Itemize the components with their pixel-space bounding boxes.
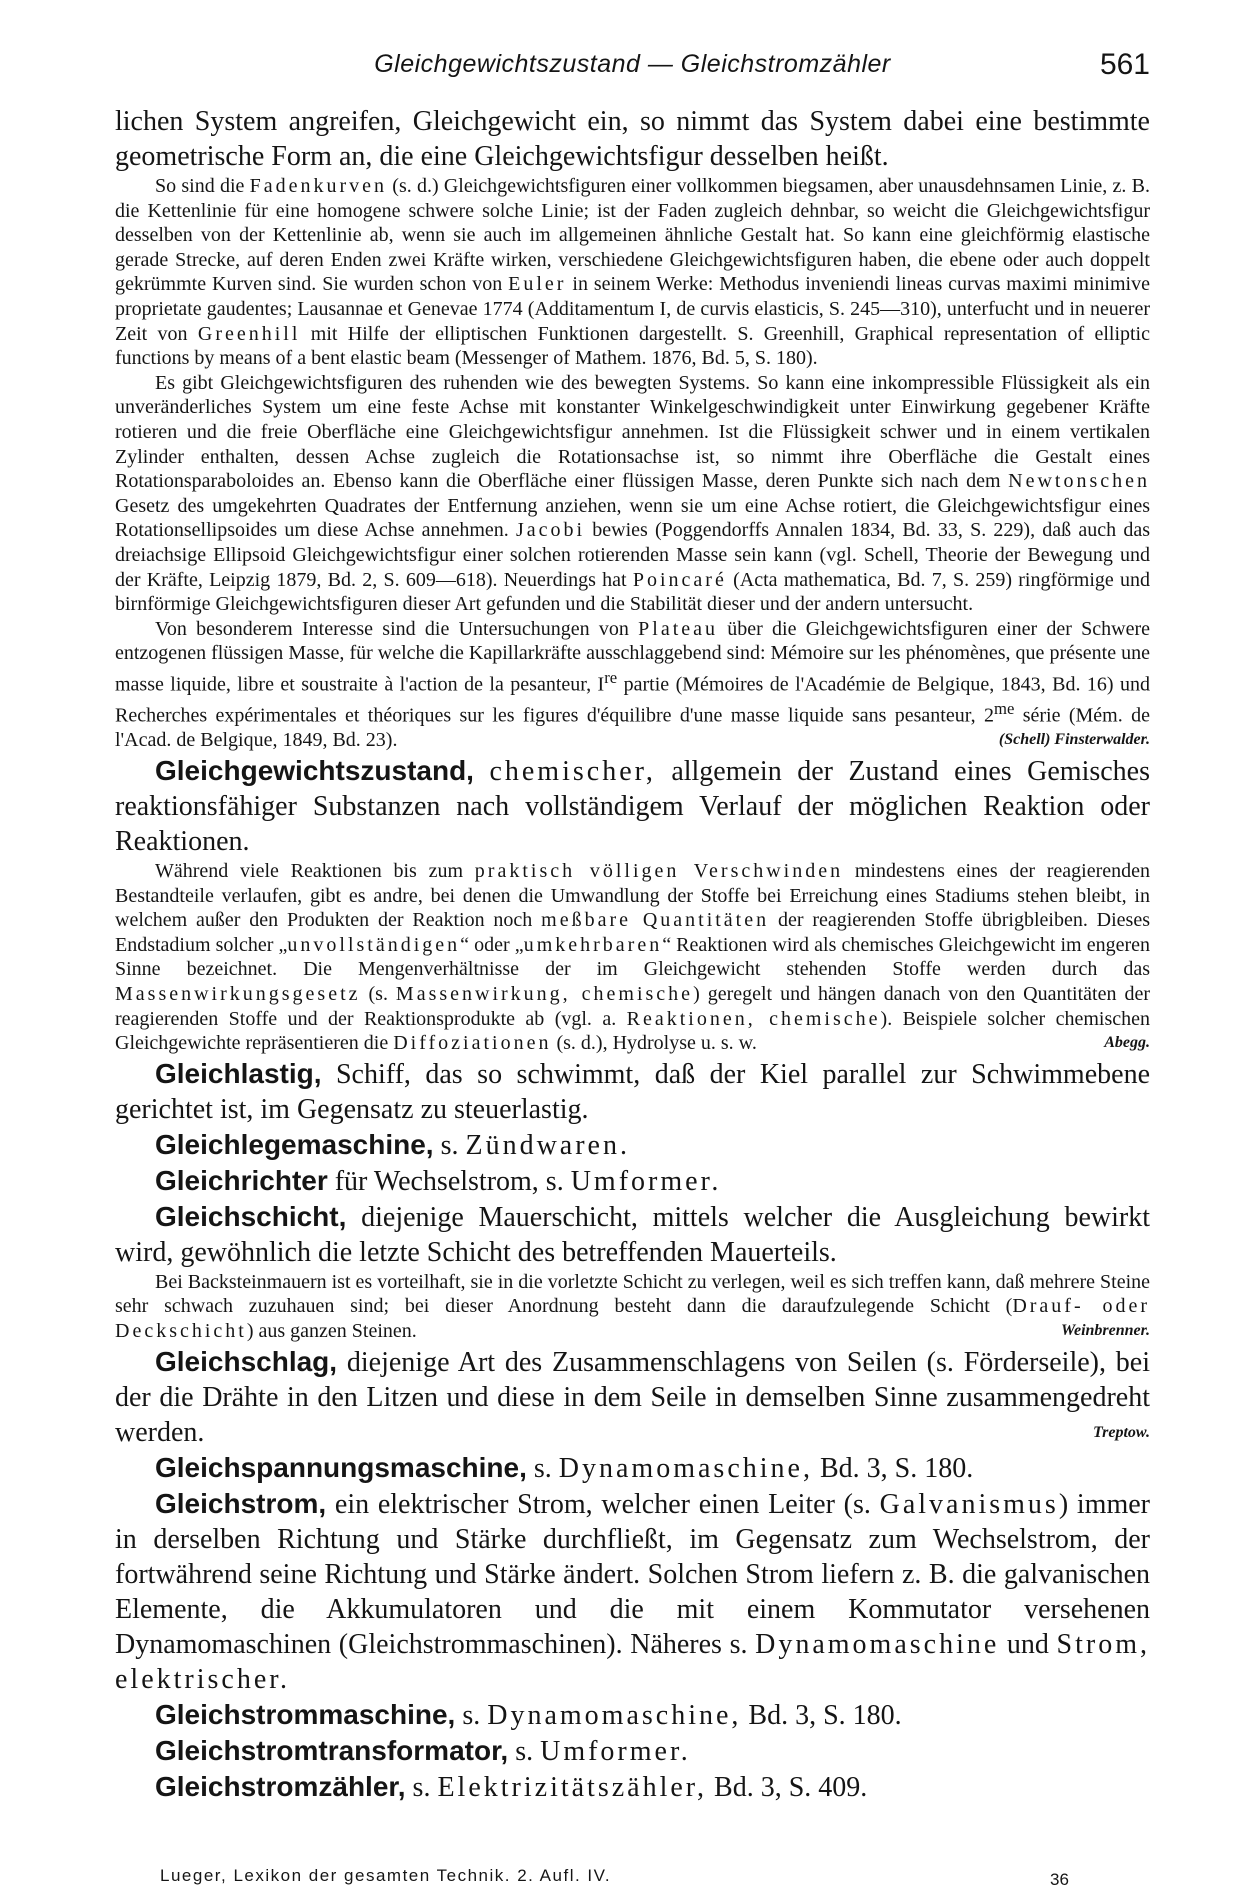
paragraph-plateau: Von besonderem Interesse sind die Untersuchungen von Plateau über die Gleichgewichtsfiguren einer der Schwere entzogenen flüssigen Masse, für welche die Kapillarkräfte ausschlaggebend sind: Mémoire sur les phénomènes, que présente une masse liquide, libre et soustraite à l'action de la pesanteur, Ire partie (Mémoires de l'Académie de Belgique, 1843, Bd. 16) und Recherches expérimentales et théoriques sur les figures d'équilibre d'une masse liquide sans pesanteur, $2^{me}$ série (Mém. de l'Acad. de Belgique, 1849, Bd. 23). (Schell) Finsterwalder.: [115, 617, 1151, 752]
entry-gleichgewichtszustand: Gleichgewichtszustand, chemischer, allgemein der Zustand eines Gemisches reaktionsfähiger Substanzen nach vollständigem Verlauf der möglichen Reaktion oder Reaktionen.: [115, 754, 1151, 857]
entry-headword: Gleichschicht,: [155, 1200, 347, 1232]
entry-headword: Gleichrichter: [155, 1164, 328, 1196]
sheet-number: 36: [1050, 1870, 1069, 1889]
entry-gleichstromzaehler: Gleichstromzähler, s. Elektrizitätszähler, Bd. 3, S. 409.: [155, 1770, 868, 1803]
entry-gleichstrommaschine: Gleichstrommaschine, s. Dynamomaschine, Bd. 3, S. 180.: [155, 1698, 902, 1731]
page-number: 561: [1099, 48, 1150, 81]
entry-headword: Gleichstrommaschine,: [155, 1698, 456, 1730]
imprint-footer: Lueger, Lexikon der gesamten Technik. 2. Aufl. IV.: [160, 1866, 612, 1885]
entry-gleichrichter: Gleichrichter für Wechselstrom, s. Umformer.: [155, 1164, 722, 1197]
paragraph-ruhende-bewegte-systeme: Es gibt Gleichgewichtsfiguren des ruhenden wie des bewegten Systems. So kann eine inkompressible Flüssigkeit als ein unveränderliches System um eine feste Achse mit konstanter Winkelgeschwindigkeit unter Einwirkung gegebener Kräfte rotieren und die freie Oberfläche eine Gleichgewichtsfigur annehmen. Ist die Flüssigkeit schwer und in einem vertikalen Zylinder enthalten, dessen Achse zugleich die Rotationsachse ist, so nimmt ihre Oberfläche die Gestalt eines Rotationsparaboloides an. Ebenso kann die Oberfläche einer flüssigen Masse, deren Punkte sich nach dem Newtonschen Gesetz des umgekehrten Quadrates der Entfernung anziehen, wenn sie um eine Achse rotiert, die Gleichgewichtsfigur eines Rotationsellipsoides um diese Achse annehmen. Jacobi bewies (Poggendorffs Annalen 1834, Bd. 33, S. 229), daß auch das dreiachsige Ellipsoid Gleichgewichtsfigur einer solchen rotierenden Masse sein kann (vgl. Schell, Theorie der Bewegung und der Kräfte, Leipzig 1879, Bd. 2, S. 609—618). Neuerdings hat Poincaré (Acta mathematica, Bd. 7, S. 259) ringförmige und birnförmige Gleichgewichtsfiguren dieser Art gefunden und die Stabilität dieser und der andern untersucht.: [115, 371, 1150, 616]
author-signature: (Schell) Finsterwalder.: [998, 731, 1150, 749]
entry-gleichschicht: Gleichschicht, diejenige Mauerschicht, mittels welcher die Ausgleichung bewirkt wird, gewöhnlich die letzte Schicht des betreffenden Mauerteils.: [115, 1200, 1150, 1268]
entry-headword: Gleichstrom,: [155, 1487, 327, 1519]
entry-headword: Gleichstromtransformator,: [155, 1734, 509, 1766]
paragraph-backsteinmauern: Bei Backsteinmauern ist es vorteilhaft, sie in die vorletzte Schicht zu verlegen, weil es sich treffen kann, daß mehrere Steine sehr schwach zuzuhauen sind; bei dieser Anordnung besteht dann die daraufzulegende Schicht (Drauf- oder Deckschicht) aus ganzen Steinen. Weinbrenner.: [115, 1270, 1150, 1342]
entry-headword: Gleichlegemaschine,: [155, 1128, 434, 1160]
entry-gleichlastig: Gleichlastig, Schiff, das so schwimmt, daß der Kiel parallel zur Schwimmebene gerichtet ist, im Gegensatz zu steuerlastig.: [115, 1057, 1150, 1125]
entry-headword: Gleichgewichtszustand,: [155, 754, 474, 786]
entry-headword: Gleichschlag,: [155, 1345, 338, 1377]
entry-gleichstromtransformator: Gleichstromtransformator, s. Umformer.: [155, 1734, 691, 1767]
entry-headword: Gleichlastig,: [155, 1057, 322, 1089]
author-signature: Weinbrenner.: [1060, 1321, 1150, 1339]
author-signature: Treptow.: [1092, 1423, 1150, 1441]
entry-gleichstrom: Gleichstrom, ein elektrischer Strom, welcher einen Leiter (s. Galvanismus) immer in derselben Richtung und Stärke durchfließt, im Gegensatz zum Wechselstrom, der fortwährend seine Richtung und Stärke ändert. Solchen Strom liefern z. B. die galvanischen Elemente, die Akkumulatoren und die mit einem Kommutator versehenen Dynamomaschinen (Gleichstrommaschinen). Näheres s. Dynamomaschine und Strom, elektrischer.: [115, 1487, 1151, 1695]
page-content: [115, 104, 1150, 1805]
entry-headword: Gleichstromzähler,: [155, 1770, 406, 1802]
entry-gleichspannungsmaschine: Gleichspannungsmaschine, s. Dynamomaschine, Bd. 3, S. 180.: [155, 1451, 974, 1484]
paragraph-system-form: lichen System angreifen, Gleichgewicht ein, so nimmt das System dabei eine bestimmte geometrische Form an, die eine Gleichgewichtsfigur desselben heißt.: [115, 106, 1150, 172]
entry-gleichschlag: Gleichschlag, diejenige Art des Zusammenschlagens von Seilen (s. Förderseile), bei der die Drähte in den Litzen und diese in dem Seile in demselben Sinne zusammengedreht werden. Treptow.: [115, 1345, 1150, 1448]
paragraph-fadenkurven: So sind die Fadenkurven (s. d.) Gleichgewichtsfiguren einer vollkommen biegsamen, aber unausdehnsamen Linie, z. B. die Kettenlinie für eine homogene schwere solche Linie; ist der Faden zugleich dehnbar, so weicht die Gleichgewichtsfigur desselben von der Kettenlinie ab, wenn sie auch im allgemeinen ähnliche Gestalt hat. So kann eine gleichförmig elastische gerade Strecke, auf deren Enden zwei Kräfte wirken, verschiedene Gleichgewichtsfiguren haben, die ebene oder auch doppelt gekrümmte Kurven sind. Sie wurden schon von Euler in seinem Werke: Methodus inveniendi lineas curvas maximi minimive proprietate gaudentes; Lausannae et Genevae 1774 (Additamentum I, de curvis elasticis, S. 245—310), unterfucht und in neuerer Zeit von Greenhill mit Hilfe der elliptischen Funktionen dargestellt. S. Greenhill, Graphical representation of elliptic functions by means of a bent elastic beam (Messenger of Mathem. 1876, Bd. 5, S. 180).: [115, 175, 1150, 370]
paragraph-reaktionen: Während viele Reaktionen bis zum praktisch völligen Verschwinden mindestens eines der reagierenden Bestandteile verlaufen, gibt es andre, bei denen die Umwandlung der Stoffe bei Erreichung eines Stadiums stehen bleibt, in welchem außer den Produkten der Reaktion noch meßbare Quantitäten der reagierenden Stoffe übrigbleiben. Dieses Endstadium solcher „unvollständigen“ oder „umkehrbaren“ Reaktionen wird als chemisches Gleichgewicht im engeren Sinne bezeichnet. Die Mengenverhältnisse der im Gleichgewicht stehenden Stoffe werden durch das Massenwirkungsgesetz (s. Massenwirkung, chemische) geregelt und hängen danach von den Quantitäten der reagierenden Stoffe und der Reaktionsprodukte ab (vgl. a. Reaktionen, chemische). Beispiele solcher chemischen Gleichgewichte repräsentieren die Diffoziationen (s. d.), Hydrolyse u. s. w. Abegg.: [115, 859, 1151, 1055]
entry-headword: Gleichspannungsmaschine,: [155, 1451, 527, 1483]
author-signature: Abegg.: [1104, 1034, 1150, 1052]
running-title: Gleichgewichtszustand — Gleichstromzähler: [374, 50, 891, 78]
page-header: [115, 50, 1150, 90]
entry-gleichlegemaschine: Gleichlegemaschine, s. Zündwaren.: [155, 1128, 630, 1161]
